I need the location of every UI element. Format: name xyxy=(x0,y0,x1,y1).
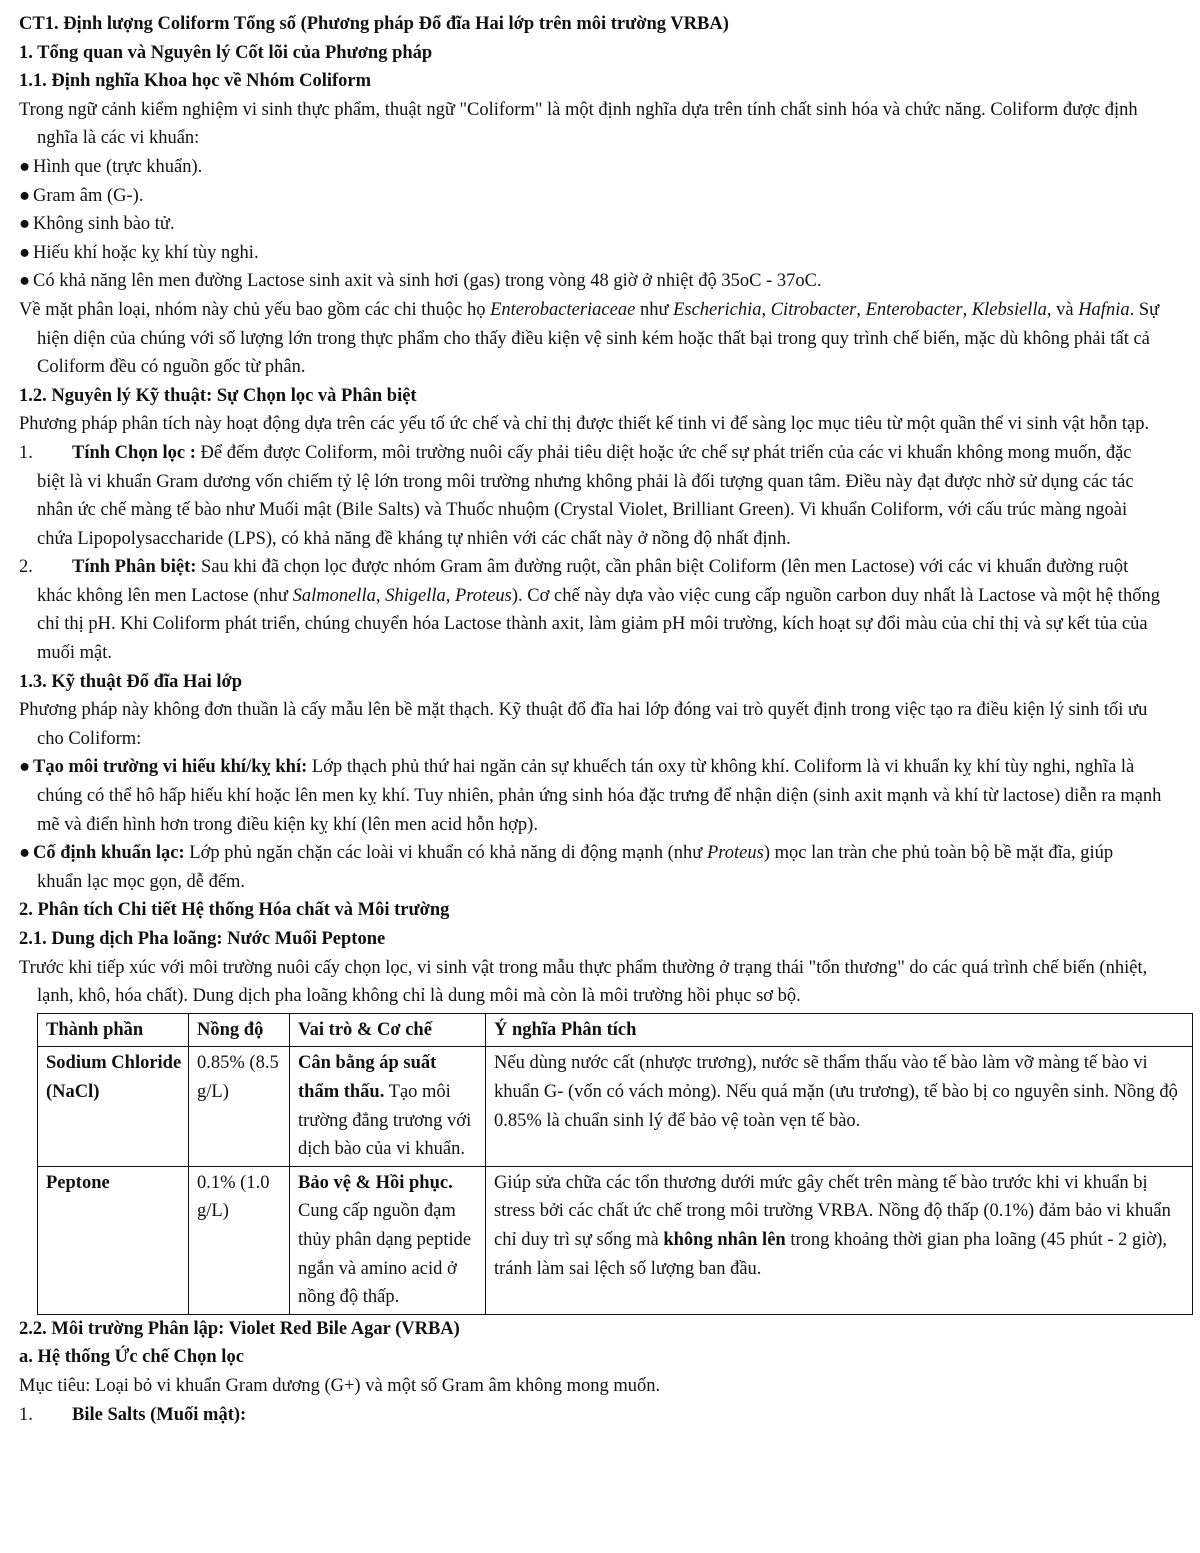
section-2-1-intro: Trước khi tiếp xúc với môi trường nuôi cấy chọn lọc, vi sinh vật trong mẫu thực phẩm thường ở trạng thái "tổn thương" do các quá trình chế biến (nhiệt, lạnh, khô, hóa chất). Dung dịch pha loãng không chỉ là dung môi mà còn là môi trường hồi phục sơ bộ. xyxy=(19,957,1148,1007)
table-cell: Giúp sửa chữa các tổn thương dưới mức gây chết trên màng tế bào trước khi vi khuẩn bị stress bởi các chất ức chế trong môi trường VRBA. Nồng độ thấp (0.1%) đảm bảo vi khuẩn chỉ duy trì sự sống mà không nhân lên trong khoảng thời gian pha loãng (45 phút - 2 giờ), tránh làm sai lệch số lượng ban đầu. xyxy=(486,1166,1193,1314)
section-2-1-heading: 2.1. Dung dịch Pha loãng: Nước Muối Peptone xyxy=(19,929,386,949)
bullet-item: ● Gram âm (G-). xyxy=(19,182,1162,211)
table-cell: Cân bằng áp suất thẩm thấu. Tạo môi trường đẳng trương với dịch bào của vi khuẩn. xyxy=(290,1047,486,1166)
section-1-3-heading: 1.3. Kỹ thuật Đổ đĩa Hai lớp xyxy=(19,671,243,692)
table-cell: Sodium Chloride (NaCl) xyxy=(38,1047,189,1166)
table-cell: Peptone xyxy=(38,1166,189,1314)
section-2-2-a-heading: a. Hệ thống Ức chế Chọn lọc xyxy=(19,1347,244,1368)
numbered-item: 2. Tính Phân biệt: Sau khi đã chọn lọc được nhóm Gram âm đường ruột, cần phân biệt Coliform (lên men Lactose) với các vi khuẩn đường ruột khác không lên men Lactose (như Salmonella, Shigella, Proteus). Cơ chế này dựa vào việc cung cấp nguồn carbon duy nhất là Lactose và một hệ thống chỉ thị pH. Khi Coliform phát triển, chúng chuyển hóa Lactose thành axit, làm giảm pH môi trường, kích hoạt sự đổi màu của chỉ thị và sự kết tủa của muối mật. xyxy=(19,557,1160,664)
section-1-heading: 1. Tổng quan và Nguyên lý Cốt lõi của Phương pháp xyxy=(19,42,433,63)
bullet-item: ● Hiếu khí hoặc kỵ khí tùy nghi. xyxy=(19,239,1162,268)
bullet-item: ● Tạo môi trường vi hiếu khí/kỵ khí: Lớp thạch phủ thứ hai ngăn cản sự khuếch tán oxy từ không khí. Coliform là vi khuẩn kỵ khí tùy nghi, nghĩa là chúng có thể hô hấp hiếu khí hoặc lên men kỵ khí. Tuy nhiên, phản ứng sinh hóa đặc trưng để nhận diện (sinh axit mạnh và khí từ lactose) diễn ra mạnh mẽ và điển hình hơn trong điều kiện kỵ khí (lên men acid hỗn hợp). xyxy=(19,753,1162,839)
bullet-item: ● Có khả năng lên men đường Lactose sinh axit và sinh hơi (gas) trong vòng 48 giờ ở nhiệt độ 35oC - 37oC. xyxy=(19,267,1162,296)
table-row xyxy=(38,1166,1193,1314)
numbered-item: 1. Bile Salts (Muối mật): xyxy=(19,1404,247,1425)
table-cell: 0.1% (1.0 g/L) xyxy=(189,1166,290,1314)
bullet-icon: ● xyxy=(19,214,31,235)
table-row xyxy=(38,1047,1193,1166)
section-1-2-heading: 1.2. Nguyên lý Kỹ thuật: Sự Chọn lọc và Phân biệt xyxy=(19,385,417,406)
bullet-icon: ● xyxy=(19,156,31,177)
table-cell: 0.85% (8.5 g/L) xyxy=(189,1047,290,1166)
bullet-icon: ● xyxy=(19,242,31,263)
document-title: CT1. Định lượng Coliform Tổng số (Phương pháp Đổ đĩa Hai lớp trên môi trường VRBA) xyxy=(19,14,729,34)
table-header-row xyxy=(38,1013,1193,1047)
section-1-1-heading: 1.1. Định nghĩa Khoa học về Nhóm Coliform xyxy=(19,71,372,92)
table-header-cell: Ý nghĩa Phân tích xyxy=(486,1013,1193,1047)
table-header-cell: Thành phần xyxy=(38,1013,189,1047)
section-1-2-intro: Phương pháp phân tích này hoạt động dựa trên các yếu tố ức chế và chỉ thị được thiết kế tinh vi để sàng lọc mục tiêu từ một quần thể vi sinh vật hỗn tạp. xyxy=(19,414,1150,435)
section-2-2-heading: 2.2. Môi trường Phân lập: Violet Red Bile Agar (VRBA) xyxy=(19,1318,460,1339)
table-cell: Nếu dùng nước cất (nhược trương), nước sẽ thẩm thấu vào tế bào làm vỡ màng tế bào vi khuẩn G- (vốn có vách mỏng). Nếu quá mặn (ưu trương), tế bào bị co nguyên sinh. Nồng độ 0.85% là chuẩn sinh lý để bảo vệ toàn vẹn tế bào. xyxy=(486,1047,1193,1166)
section-2-2-a-intro: Mục tiêu: Loại bỏ vi khuẩn Gram dương (G+) và một số Gram âm không mong muốn. xyxy=(19,1375,661,1396)
dilution-table xyxy=(37,1013,1193,1315)
numbered-item: 1. Tính Chọn lọc : Để đếm được Coliform, môi trường nuôi cấy phải tiêu diệt hoặc ức chế sự phát triển của các vi khuẩn không mong muốn, đặc biệt là vi khuẩn Gram dương vốn chiếm tỷ lệ lớn trong môi trường nhưng không phải là đối tượng quan tâm. Điều này đạt được nhờ sử dụng các tác nhân ức chế màng tế bào như Muối mật (Bile Salts) và Thuốc nhuộm (Crystal Violet, Brilliant Green). Vi khuẩn Coliform, với cấu trúc màng ngoài chứa Lipopolysaccharide (LPS), có khả năng đề kháng tự nhiên với các chất này ở nồng độ nhất định. xyxy=(19,442,1134,549)
bullet-icon: ● xyxy=(19,271,31,292)
section-2-heading: 2. Phân tích Chi tiết Hệ thống Hóa chất và Môi trường xyxy=(19,900,450,921)
bullet-item: ● Hình que (trực khuẩn). xyxy=(19,153,1162,182)
section-1-3-intro: Phương pháp này không đơn thuần là cấy mẫu lên bề mặt thạch. Kỹ thuật đổ đĩa hai lớp đóng vai trò quyết định trong việc tạo ra điều kiện lý sinh tối ưu cho Coliform: xyxy=(19,700,1148,749)
bullet-icon: ● xyxy=(19,185,31,206)
bullet-item: ● Cố định khuẩn lạc: Lớp phủ ngăn chặn các loài vi khuẩn có khả năng di động mạnh (như Proteus) mọc lan tràn che phủ toàn bộ bề mặt đĩa, giúp khuẩn lạc mọc gọn, dễ đếm. xyxy=(19,839,1162,896)
taxonomy-paragraph: Về mặt phân loại, nhóm này chủ yếu bao gồm các chi thuộc họ Enterobacteriaceae như Escherichia, Citrobacter, Enterobacter, Klebsiella, và Hafnia. Sự hiện diện của chúng với số lượng lớn trong thực phẩm cho thấy điều kiện vệ sinh kém hoặc thất bại trong quy trình chế biến, mặc dù không phải tất cả Coliform đều có nguồn gốc từ phân. xyxy=(19,299,1160,378)
bullet-icon: ● xyxy=(19,757,31,778)
table-header-cell: Vai trò & Cơ chế xyxy=(290,1013,486,1047)
bullet-item: ● Không sinh bào tử. xyxy=(19,210,1162,239)
bullet-icon: ● xyxy=(19,843,31,864)
section-1-1-intro: Trong ngữ cảnh kiểm nghiệm vi sinh thực phẩm, thuật ngữ "Coliform" là một định nghĩa dựa trên tính chất sinh hóa và chức năng. Coliform được định nghĩa là các vi khuẩn: xyxy=(19,99,1138,149)
table-cell: Bảo vệ & Hồi phục. Cung cấp nguồn đạm thủy phân dạng peptide ngắn và amino acid ở nồng độ thấp. xyxy=(290,1166,486,1314)
table-header-cell: Nồng độ xyxy=(189,1013,290,1047)
